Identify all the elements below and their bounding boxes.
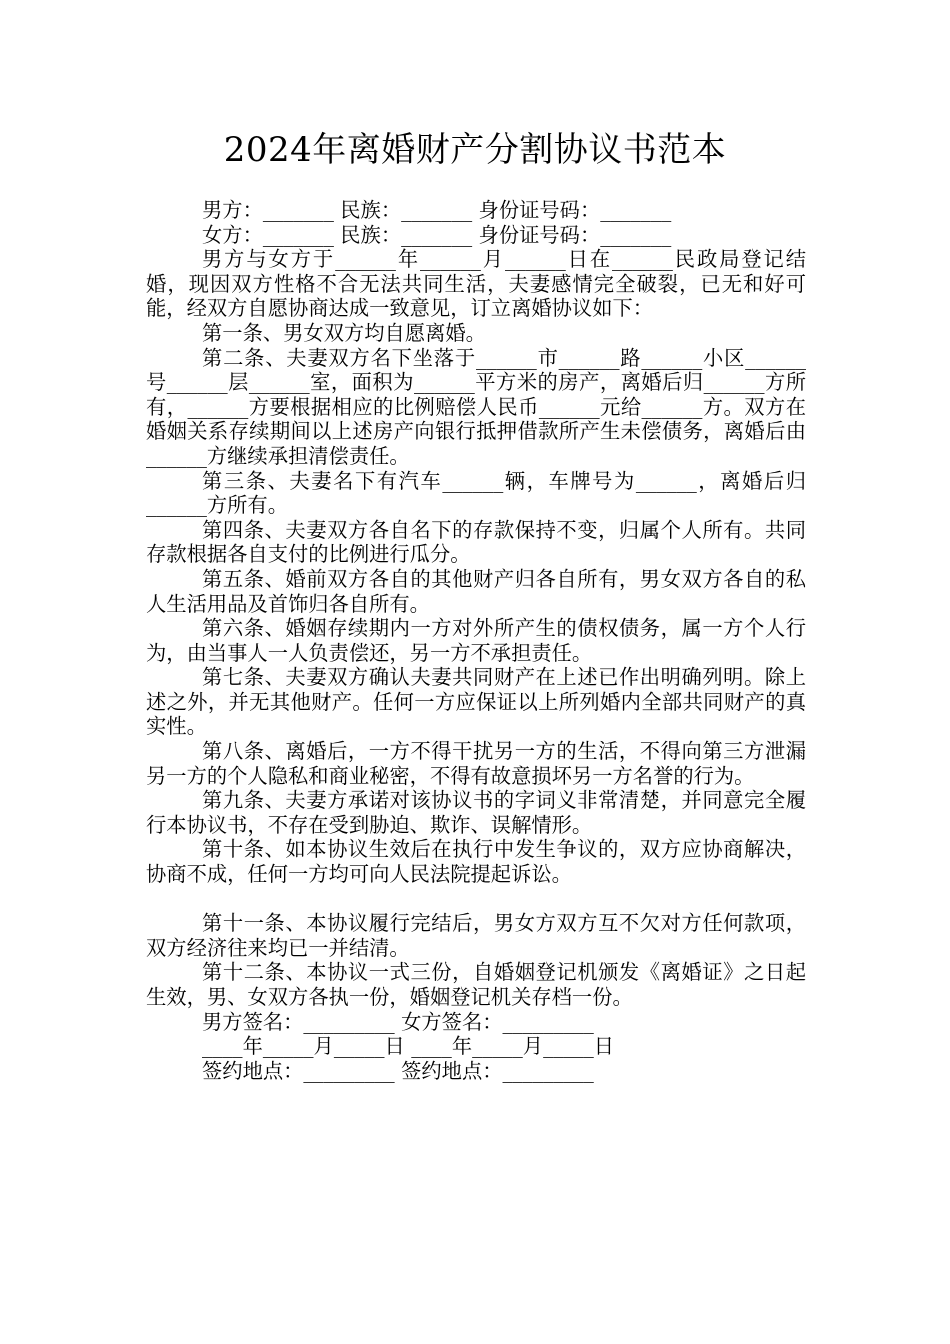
article-10: 第十条、如本协议生效后在执行中发生争议的，双方应协商解决，协商不成，任何一方均可向人民法院提起诉讼。 [146, 837, 806, 887]
article-6: 第六条、婚姻存续期内一方对外所产生的债权债务，属一方个人行为，由当事人一人负责偿还，另一方不承担责任。 [146, 616, 806, 665]
signing-location-line: 签约地点：_________ 签约地点：_________ [202, 1058, 594, 1083]
date-line: ____年_____月_____日 ____年_____月_____日 [202, 1034, 615, 1059]
article-9: 第九条、夫妻方承诺对该协议书的字词义非常清楚，并同意完全履行本协议书，不存在受到胁迫、欺诈、误解情形。 [146, 788, 806, 837]
article-11: 第十一条、本协议履行完结后，男女方双方互不欠对方任何款项，双方经济往来均已一并结清。 [146, 911, 806, 960]
paragraph-female-info: 女方：_______ 民族：_______ 身份证号码：_______ [202, 222, 672, 247]
article-7: 第七条、夫妻双方确认夫妻共同财产在上述已作出明确列明。除上述之外，并无其他财产。任何一方应保证以上所列婚内全部共同财产的真实性。 [146, 665, 806, 739]
article-4: 第四条、夫妻双方各自名下的存款保持不变，归属个人所有。共同存款根据各自支付的比例进行瓜分。 [146, 517, 806, 567]
article-8: 第八条、离婚后，一方不得干扰另一方的生活，不得向第三方泄漏另一方的个人隐私和商业秘密，不得有故意损坏另一方名誉的行为。 [146, 739, 806, 788]
signature-line: 男方签名：_________ 女方签名：_________ [202, 1009, 594, 1034]
article-1: 第一条、男女双方均自愿离婚。 [202, 320, 486, 345]
document-title: 2024年离婚财产分割协议书范本 [223, 130, 727, 170]
paragraph-male-info: 男方：_______ 民族：_______ 身份证号码：_______ [202, 198, 672, 222]
paragraph-preamble: 男方与女方于______年______月______日在______民政局登记结婚，现因双方性格不合无法共同生活，夫妻感情完全破裂，已无和好可能，经双方自愿协商达成一致意见，订立离婚协议如下： [146, 247, 806, 321]
article-12: 第十二条、本协议一式三份，自婚姻登记机颁发《离婚证》之日起生效，男、女双方各执一份，婚姻登记机关存档一份。 [146, 960, 806, 1009]
article-2: 第二条、夫妻双方名下坐落于______市______路______小区______号______层______室，面积为______平方米的房产，离婚后归______方所有，______方要根据相应的比例赔偿人民币______元给______方。双方在婚姻关系存续期间以上述房产向银行抵押借款所产生未偿债务，离婚后由______方继续承担清偿责任。 [146, 345, 806, 468]
document-body [146, 198, 806, 1083]
article-3: 第三条、夫妻名下有汽车______辆，车牌号为______，离婚后归______方所有。 [146, 468, 806, 518]
blank-line [146, 887, 806, 912]
article-5: 第五条、婚前双方各自的其他财产归各自所有，男女双方各自的私人生活用品及首饰归各自所有。 [146, 566, 806, 616]
